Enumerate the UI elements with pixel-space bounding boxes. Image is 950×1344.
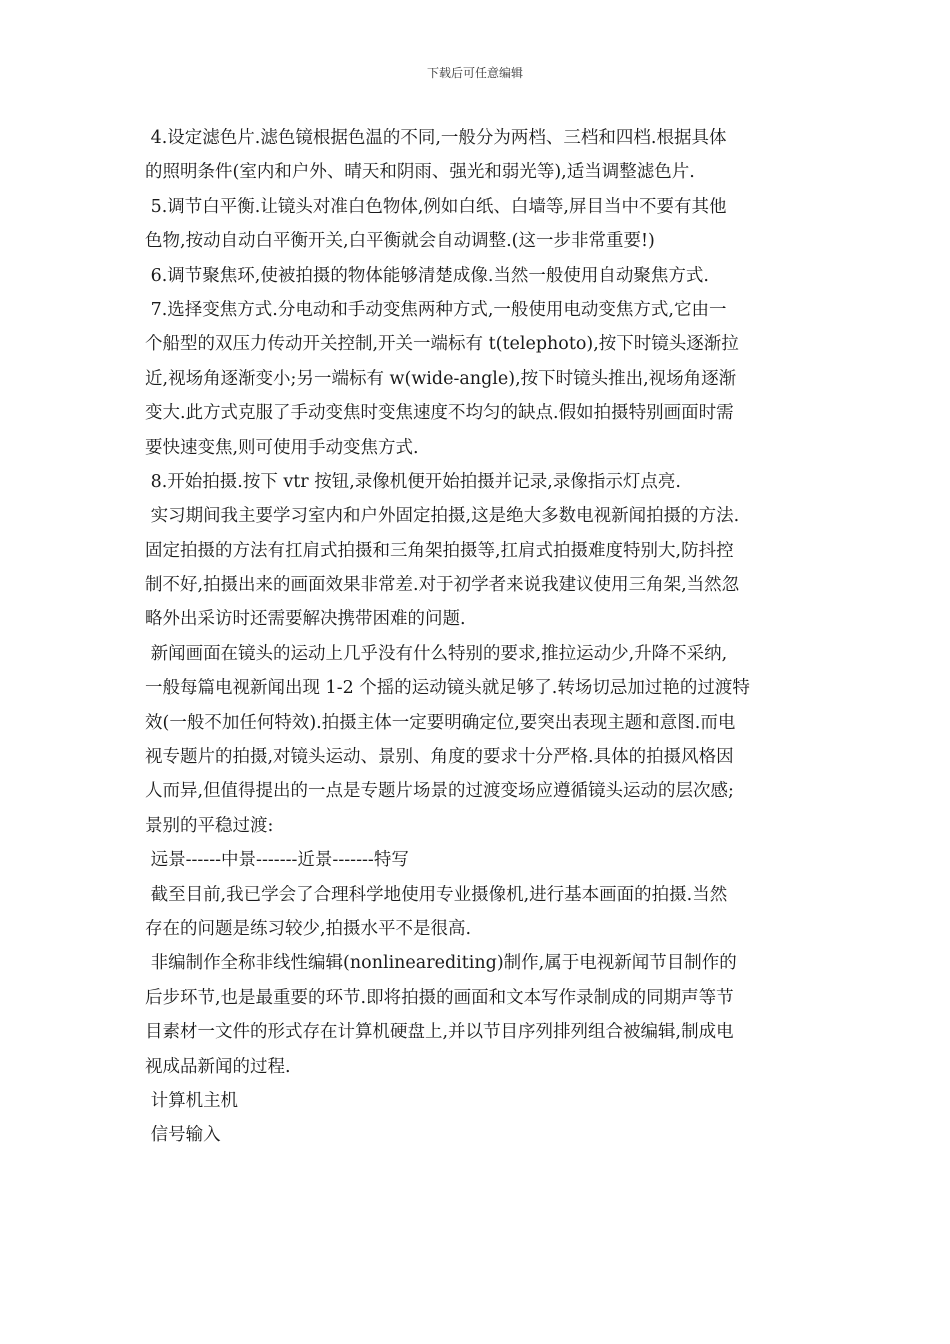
text-line: 效(一般不加任何特效).拍摄主体一定要明确定位,要突出表现主题和意图.而电	[145, 712, 736, 733]
text-line: 远景------中景-------近景-------特写	[145, 850, 409, 871]
text-line: 景别的平稳过渡:	[145, 815, 274, 836]
text-line: 后步环节,也是最重要的环节.即将拍摄的画面和文本写作录制成的同期声等节	[145, 987, 734, 1008]
page-header: 下载后可任意编辑	[426, 66, 523, 80]
text-line: 视专题片的拍摄,对镜头运动、景别、角度的要求十分严格.具体的拍摄风格因	[145, 747, 734, 768]
text-line: 6.调节聚焦环,使被拍摄的物体能够清楚成像.当然一般使用自动聚焦方式.	[145, 265, 709, 286]
text-line: 略外出采访时还需要解决携带困难的问题.	[145, 609, 466, 630]
text-line: 8.开始拍摄.按下 vtr 按钮,录像机便开始拍摄并记录,录像指示灯点亮.	[145, 471, 681, 492]
text-line: 变大.此方式克服了手动变焦时变焦速度不均匀的缺点.假如拍摄特别画面时需	[145, 403, 734, 424]
text-line: 5.调节白平衡.让镜头对准白色物体,例如白纸、白墙等,屏目当中不要有其他	[145, 196, 727, 217]
text-line: 近,视场角逐渐变小;另一端标有 w(wide-angle),按下时镜头推出,视场角逐渐	[145, 368, 737, 389]
text-line: 人而异,但值得提出的一点是专题片场景的过渡变场应遵循镜头运动的层次感;	[145, 781, 734, 802]
text-line: 新闻画面在镜头的运动上几乎没有什么特别的要求,推拉运动少,升降不采纳,	[145, 643, 728, 664]
text-line: 一般每篇电视新闻出现 1-2 个摇的运动镜头就足够了.转场切忌加过艳的过渡特	[145, 678, 750, 699]
text-line: 4.设定滤色片.滤色镜根据色温的不同,一般分为两档、三档和四档.根据具体	[145, 128, 727, 148]
text-line: 计算机主机	[145, 1090, 239, 1111]
text-line: 信号输入	[145, 1125, 221, 1146]
text-line: 目素材一文件的形式存在计算机硬盘上,并以节目序列排列组合被编辑,制成电	[145, 1022, 734, 1043]
text-line: 制不好,拍摄出来的画面效果非常差.对于初学者来说我建议使用三角架,当然忽	[145, 575, 740, 596]
text-line: 色物,按动自动白平衡开关,白平衡就会自动调整.(这一步非常重要!)	[145, 231, 655, 252]
text-line: 截至目前,我已学会了合理科学地使用专业摄像机,进行基本画面的拍摄.当然	[145, 884, 728, 905]
text-line: 实习期间我主要学习室内和户外固定拍摄,这是绝大多数电视新闻拍摄的方法.	[145, 506, 740, 527]
text-line: 个船型的双压力传动开关控制,开关一端标有 t(telephoto),按下时镜头逐渐拉	[145, 334, 739, 355]
text-line: 7.选择变焦方式.分电动和手动变焦两种方式,一般使用电动变焦方式,它由一	[145, 299, 727, 320]
text-line: 存在的问题是练习较少,拍摄水平不是很高.	[145, 918, 472, 939]
text-line: 固定拍摄的方法有扛肩式拍摄和三角架拍摄等,扛肩式拍摄难度特别大,防抖控	[145, 540, 734, 561]
text-line: 的照明条件(室内和户外、晴天和阴雨、强光和弱光等),适当调整滤色片.	[145, 162, 695, 183]
text-line: 非编制作全称非线性编辑(nonlinearediting)制作,属于电视新闻节目制作的	[145, 953, 737, 974]
text-line: 视成品新闻的过程.	[145, 1056, 291, 1077]
document-body	[145, 121, 810, 1153]
text-line: 要快速变焦,则可使用手动变焦方式.	[145, 437, 419, 458]
